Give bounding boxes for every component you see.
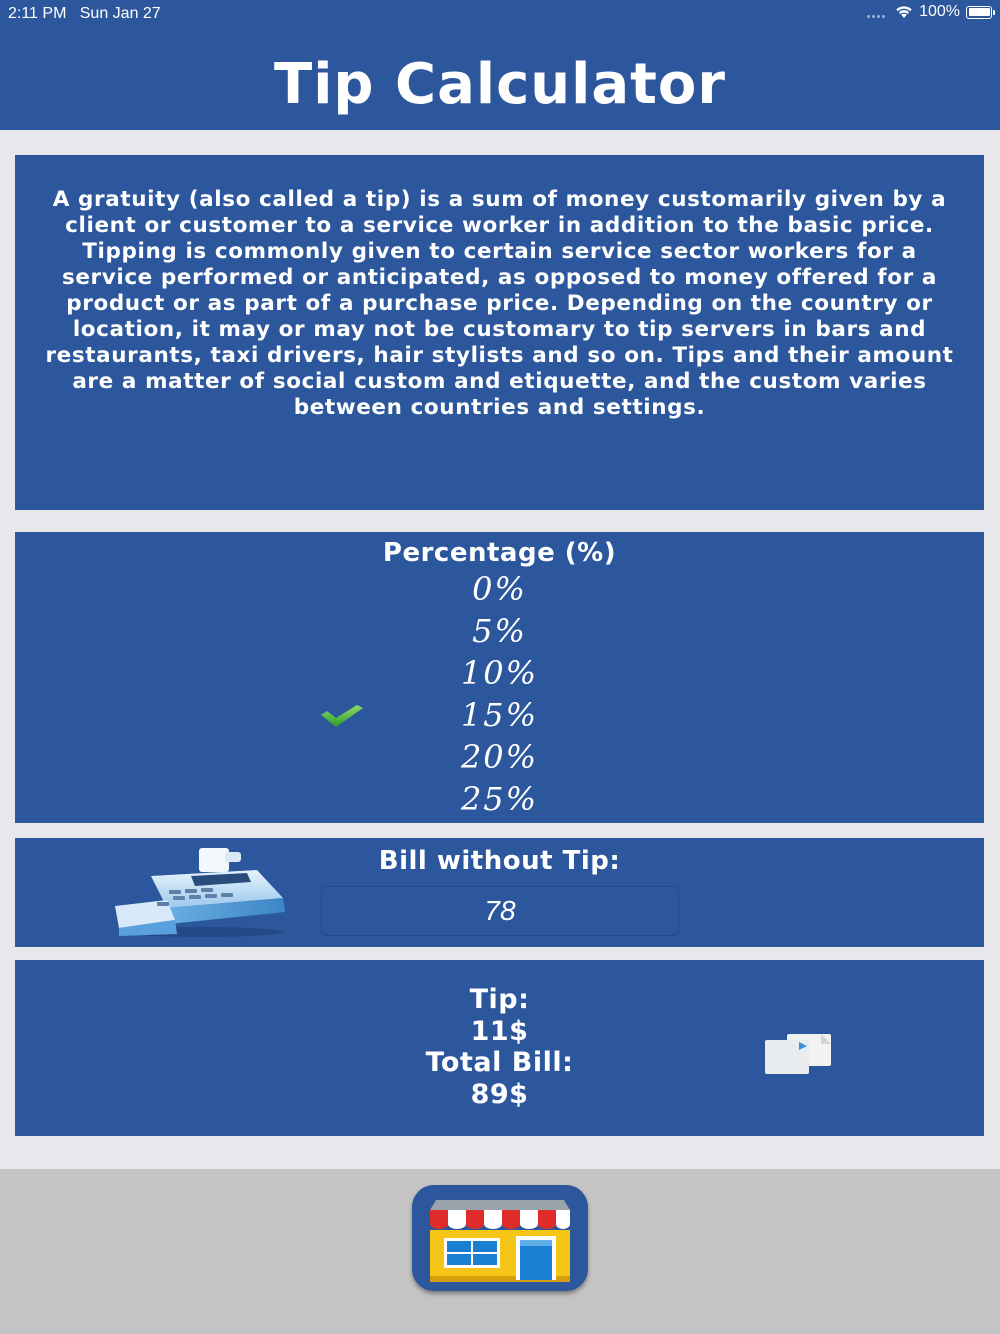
bill-label: Bill without Tip: (378, 846, 621, 876)
status-indicators (867, 3, 992, 21)
gratuity-description: A gratuity (also called a tip) is a sum of money customarily given by a client or customer to a service worker in addition to the basic price. Tipping is commonly given to certain service sector workers for a service performed or anticipated, as opposed to money offered for a product or as part of a purchase price. Depending on the country or location, it may or may not be customary to tip servers in bars and restaurants, taxi drivers, hair stylists and so on. Tips and their amount are a matter of social custom and etiquette, and the custom varies between countries and settings. (45, 187, 954, 420)
share-icon[interactable] (763, 1030, 833, 1076)
percentage-option[interactable]: 20% (460, 738, 539, 776)
bill-input[interactable] (321, 886, 679, 936)
status-time-date (8, 5, 161, 23)
percentage-option[interactable]: 0% (472, 570, 527, 608)
battery-icon (966, 6, 992, 19)
percentage-list[interactable] (15, 568, 984, 820)
status-time: 2:11 PM (8, 5, 67, 22)
bill-panel (15, 838, 984, 947)
tip-label: Tip: (469, 984, 530, 1015)
footer-bar (0, 1169, 1000, 1334)
info-panel (15, 155, 984, 510)
total-value: 89$ (470, 1078, 529, 1110)
wifi-icon (895, 5, 913, 19)
total-label: Total Bill: (425, 1047, 574, 1078)
percentage-panel (15, 532, 984, 823)
percentage-option[interactable]: 5% (472, 612, 527, 650)
result-panel (15, 960, 984, 1136)
battery-percent: 100% (919, 3, 960, 20)
app-header (0, 0, 1000, 130)
signal-icon (867, 15, 885, 18)
percentage-option-selected[interactable]: 15% (15, 694, 984, 736)
page-title: Tip Calculator (274, 52, 726, 117)
tip-value: 11$ (470, 1015, 529, 1047)
status-bar (0, 0, 1000, 28)
percentage-title: Percentage (%) (382, 538, 617, 568)
store-button[interactable] (412, 1185, 588, 1291)
result-block (15, 984, 984, 1110)
percentage-option[interactable]: 25% (460, 780, 539, 818)
checkmark-icon (319, 703, 365, 729)
percentage-option[interactable]: 10% (460, 654, 539, 692)
store-icon (418, 1190, 582, 1286)
status-date: Sun Jan 27 (79, 5, 161, 22)
